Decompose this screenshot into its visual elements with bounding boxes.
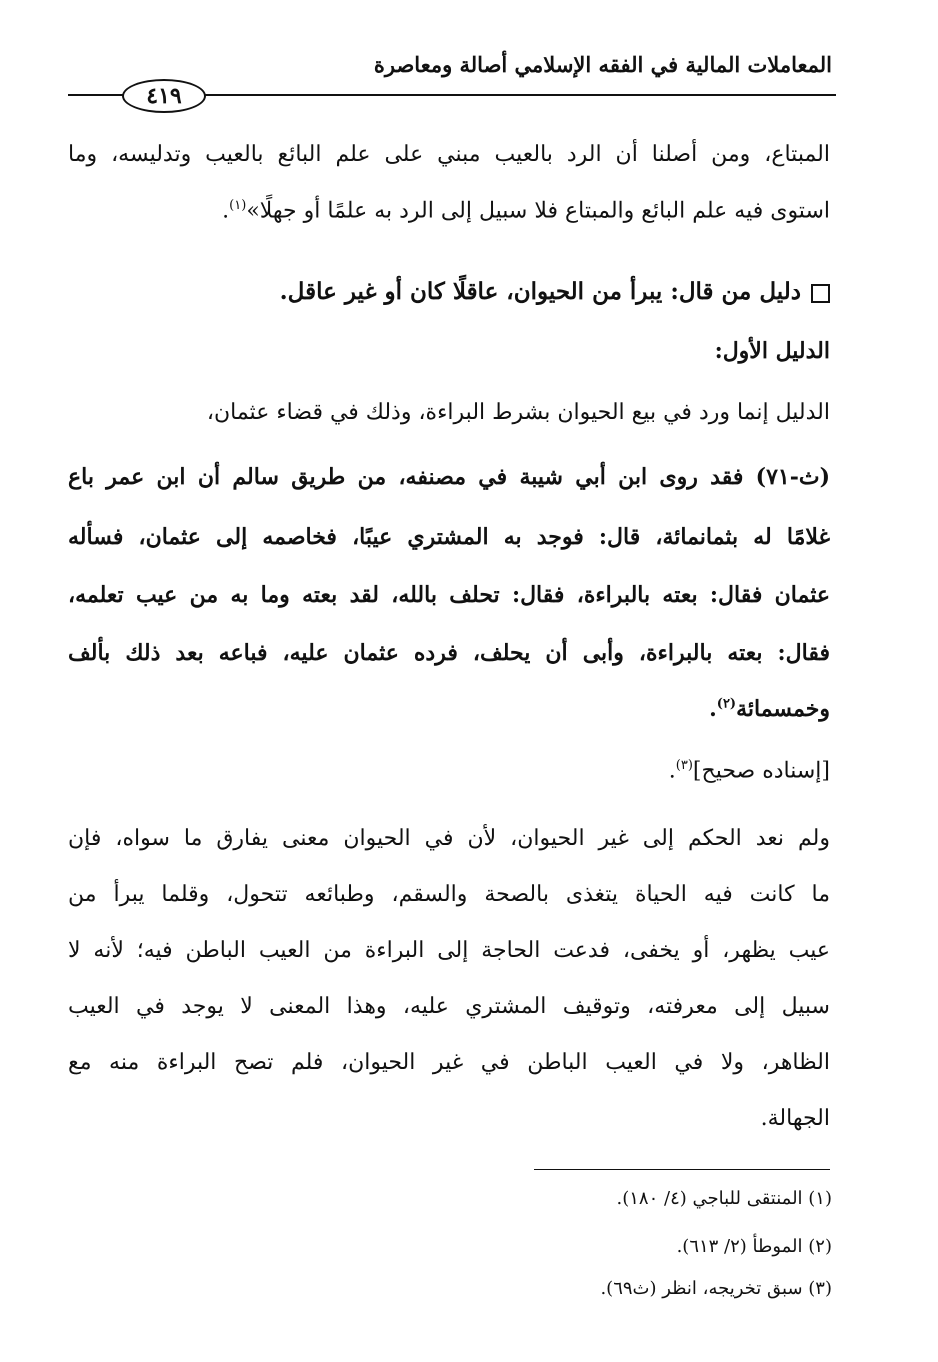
footnote-ref-1: (١) bbox=[229, 198, 247, 213]
paragraph-1-line-1: المبتاع، ومن أصلنا أن الرد بالعيب مبني على علم البائع بالعيب وتدليسه، وما bbox=[68, 142, 830, 167]
footnote-ref-3: (٣) bbox=[675, 758, 693, 773]
paragraph-2-line-2: ما كانت فيه الحياة يتغذى بالصحة والسقم، وطبائعه تتحول، وقلما يبرأ من bbox=[68, 882, 830, 907]
paragraph-1-line-2 bbox=[68, 198, 830, 223]
page-number-badge: ٤١٩ bbox=[122, 79, 206, 113]
hadith-line-5 bbox=[68, 696, 830, 722]
paragraph-1-line-2-text: استوى فيه علم البائع والمبتاع فلا سبيل إلى الرد به علمًا أو جهلًا» bbox=[246, 198, 830, 224]
running-header-title: المعاملات المالية في الفقه الإسلامي أصالة ومعاصرة bbox=[373, 52, 832, 77]
paragraph-2-line-5: الظاهر، ولا في العيب الباطن في غير الحيوان، فلم تصح البراءة منه مع bbox=[68, 1050, 830, 1075]
square-bullet-icon bbox=[811, 284, 830, 303]
isnad-grading bbox=[68, 758, 830, 783]
evidence-intro-line: الدليل إنما ورد في بيع الحيوان بشرط البراءة، وذلك في قضاء عثمان، bbox=[206, 400, 830, 425]
footnote-separator bbox=[534, 1169, 830, 1170]
hadith-line-5-end: . bbox=[709, 696, 717, 722]
hadith-line-5-text: وخمسمائة bbox=[736, 696, 830, 722]
footnote-1: (١) المنتقى للباجي (٤/ ١٨٠). bbox=[616, 1188, 832, 1209]
section-heading-text: دليل من قال: يبرأ من الحيوان، عاقلًا كان أو غير عاقل. bbox=[279, 278, 801, 305]
paragraph-2-line-4: سبيل إلى معرفته، وتوقيف المشتري عليه، وهذا المعنى لا يوجد في العيب bbox=[68, 994, 830, 1019]
paragraph-2-line-3: عيب يظهر، أو يخفى، فدعت الحاجة إلى البراءة من العيب الباطن فيه؛ لأنه لا bbox=[68, 938, 830, 963]
hadith-line-2: غلامًا له بثمانمائة، قال: فوجد به المشتري عيبًا، فخاصمه إلى عثمان، فسأله bbox=[68, 524, 830, 550]
paragraph-1-line-2-end: . bbox=[222, 198, 230, 224]
hadith-line-4: فقال: بعته بالبراءة، وأبى أن يحلف، فرده عثمان عليه، فباعه بعد ذلك بألف bbox=[68, 640, 830, 666]
footnote-3: (٣) سبق تخريجه، انظر (ث٦٩). bbox=[600, 1278, 832, 1299]
isnad-grading-end: . bbox=[668, 758, 676, 784]
hadith-line-1: (ث-٧١) فقد روى ابن أبي شيبة في مصنفه، من طريق سالم أن ابن عمر باع bbox=[68, 464, 830, 490]
footnote-ref-2: (٢) bbox=[716, 696, 737, 712]
hadith-line-3: عثمان فقال: بعته بالبراءة، فقال: تحلف بالله، لقد بعته وما به من عيب تعلمه، bbox=[68, 582, 830, 608]
paragraph-2-line-1: ولم نعد الحكم إلى غير الحيوان، لأن في الحيوان معنى يفارق ما سواه، فإن bbox=[68, 826, 830, 851]
footnote-2: (٢) الموطأ (٢/ ٦١٣). bbox=[676, 1236, 832, 1257]
section-heading bbox=[280, 278, 830, 305]
paragraph-2-line-6: الجهالة. bbox=[760, 1106, 830, 1131]
isnad-grading-text: [إسناده صحيح] bbox=[692, 758, 830, 784]
section-subheading: الدليل الأول: bbox=[714, 338, 830, 364]
